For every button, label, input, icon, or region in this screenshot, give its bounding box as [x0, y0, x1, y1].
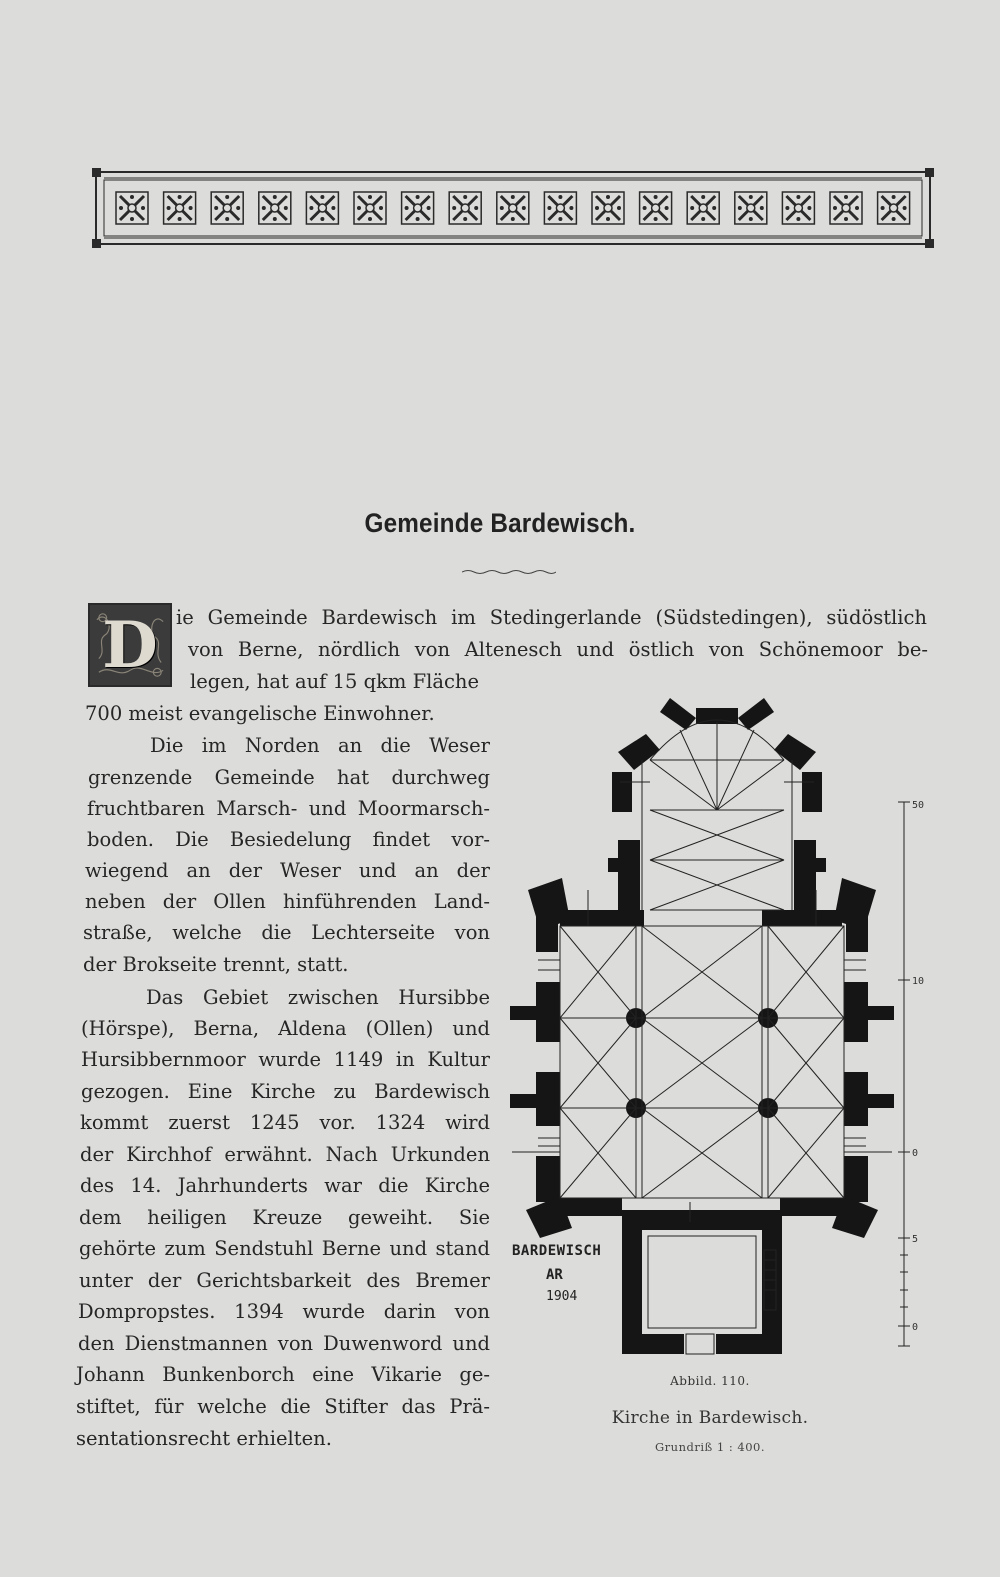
- ornamental-header-band: [90, 166, 936, 250]
- scale-label: 50: [912, 800, 925, 811]
- intro-line: legen, hat auf 15 qkm Fläche: [190, 670, 479, 693]
- ornament-tile-icon: [402, 192, 434, 224]
- ornament-tile-icon: [687, 192, 719, 224]
- body-text-line: wiegend an der Weser und an der: [85, 859, 490, 882]
- body-text-line: gezogen. Eine Kirche zu Bardewisch: [81, 1080, 490, 1103]
- figure-number: Abbild. 110.: [670, 1374, 750, 1388]
- body-text-line: Johann Bunkenborch eine Vikarie ge-: [76, 1363, 490, 1386]
- ornament-tile-icon: [735, 192, 767, 224]
- ornament-tile-icon: [592, 192, 624, 224]
- figure-caption: Kirche in Bardewisch.: [611, 1408, 809, 1428]
- church-floor-plan: [500, 690, 940, 1380]
- body-text-line: Hursibbernmoor wurde 1149 in Kultur: [81, 1048, 490, 1071]
- body-text-line: straße, welche die Lechterseite von: [83, 921, 490, 944]
- body-text-line: des 14. Jahrhunderts war die Kirche: [80, 1174, 490, 1197]
- body-text-line: boden. Die Besiedelung findet vor-: [87, 828, 490, 851]
- drawing-year: 1904: [546, 1289, 578, 1304]
- body-text-line: Dompropstes. 1394 wurde darin von: [78, 1300, 490, 1323]
- body-text-line: neben der Ollen hinführenden Land-: [85, 890, 490, 913]
- body-text-line: 700 meist evangelische Einwohner.: [85, 702, 435, 725]
- body-text-line: gehörte zum Sendstuhl Berne und stand: [79, 1237, 490, 1260]
- figure-scale: Grundriß 1 : 400.: [655, 1440, 765, 1454]
- body-text-line: kommt zuerst 1245 vor. 1324 wird: [80, 1111, 490, 1134]
- ornament-tile-icon: [211, 192, 243, 224]
- ornament-tile-icon: [782, 192, 814, 224]
- ornament-tile-icon: [306, 192, 338, 224]
- signature-text: BARDEWISCH: [512, 1243, 602, 1259]
- ornament-tile-icon: [164, 192, 196, 224]
- drop-cap-letter: D: [102, 607, 158, 683]
- ornament-tile-icon: [354, 192, 386, 224]
- body-text-line: (Hörspe), Berna, Aldena (Ollen) und: [81, 1017, 490, 1040]
- scale-label: 0: [912, 1322, 919, 1333]
- artist-signature: [512, 1243, 602, 1304]
- body-text-line: grenzende Gemeinde hat durchweg: [88, 766, 490, 789]
- body-text-line: Das Gebiet zwischen Hursibbe: [146, 986, 490, 1009]
- body-text-line: der Kirchhof erwähnt. Nach Urkunden: [80, 1143, 490, 1166]
- body-text-line: fruchtbaren Marsch- und Moormarsch-: [87, 797, 490, 820]
- ornament-tile-icon: [116, 192, 148, 224]
- drop-cap: [88, 603, 172, 687]
- intro-line: ie Gemeinde Bardewisch im Stedingerlande (Südstedingen), südöstlich: [176, 606, 927, 629]
- ornament-tile-icon: [878, 192, 910, 224]
- body-text-line: der Brokseite trennt, statt.: [83, 953, 349, 976]
- ornament-tile-icon: [640, 192, 672, 224]
- ornament-tile-icon: [259, 192, 291, 224]
- body-text-line: unter der Gerichtsbarkeit des Bremer: [79, 1269, 490, 1292]
- body-text-line: dem heiligen Kreuze geweiht. Sie: [79, 1206, 490, 1229]
- page-title: Gemeinde Bardewisch.: [364, 508, 636, 538]
- title-flourish: [462, 568, 556, 576]
- ornament-tile-icon: [449, 192, 481, 224]
- artist-monogram: AR: [546, 1267, 563, 1283]
- scale-label: 10: [912, 976, 925, 987]
- body-text-line: Die im Norden an die Weser: [150, 734, 490, 757]
- intro-line: von Berne, nördlich von Altenesch und östlich von Schönemoor be-: [188, 638, 928, 661]
- scale-label: 0: [912, 1148, 919, 1159]
- body-text-line: stiftet, für welche die Stifter das Prä-: [76, 1395, 490, 1418]
- scale-label: 5: [912, 1234, 919, 1245]
- ornament-tile-icon: [544, 192, 576, 224]
- body-text-line: sentationsrecht erhielten.: [76, 1427, 332, 1450]
- ornament-tile-icon: [497, 192, 529, 224]
- body-text-line: den Dienstmannen von Duwenword und: [78, 1332, 490, 1355]
- ornament-tile-icon: [830, 192, 862, 224]
